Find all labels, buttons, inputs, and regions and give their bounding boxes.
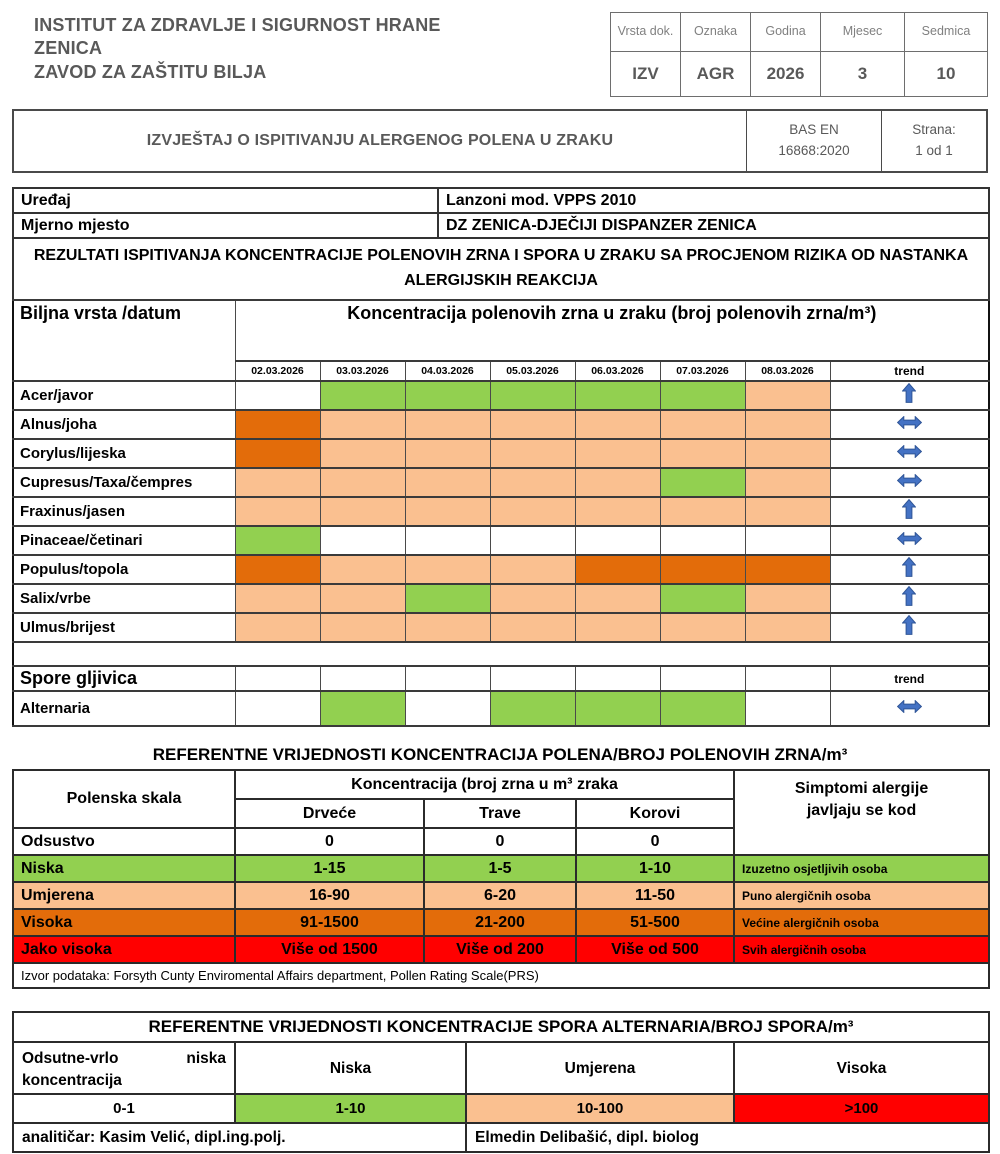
trend-cell xyxy=(830,497,989,526)
page-header xyxy=(12,10,988,97)
spore-section-label: Spore gljivica xyxy=(13,666,235,691)
doc-type-value-cell: AGR xyxy=(681,52,751,97)
pollen-level-cell-niska xyxy=(575,691,660,726)
species-name: Fraxinus/jasen xyxy=(13,497,235,526)
pollen-row xyxy=(13,584,989,613)
doc-type-table xyxy=(610,12,988,97)
reference-value-cell: Više od 1500 xyxy=(235,936,424,963)
species-name: Acer/javor xyxy=(13,381,235,410)
pollen-level-cell-umjerena xyxy=(745,497,830,526)
pollen-level-cell-umjerena xyxy=(745,613,830,642)
row-axis-label: Biljna vrsta /datum xyxy=(13,300,235,381)
institute-line-1: INSTITUT ZA ZDRAVLJE I SIGURNOST HRANE xyxy=(34,15,441,35)
grid-header-row xyxy=(13,300,989,361)
standard-line-1: BAS EN xyxy=(789,122,839,138)
pollen-level-cell-umjerena xyxy=(575,613,660,642)
device-row xyxy=(13,188,989,213)
results-title: REZULTATI ISPITIVANJA KONCENTRACIJE POLENOVIH ZRNA I SPORA U ZRAKU SA PROCJENOM RIZIKA OD NASTANKA ALERGIJSKIH REAKCIJA xyxy=(13,238,989,300)
species-name: Alternaria xyxy=(13,691,235,726)
pollen-level-cell-umjerena xyxy=(235,584,320,613)
pollen-level-cell-umjerena xyxy=(660,410,745,439)
pollen-level-cell-visoka xyxy=(660,555,745,584)
trend-up-icon xyxy=(902,499,916,519)
spore-row xyxy=(13,691,989,726)
reference-value-cell: 11-50 xyxy=(576,882,734,909)
grid-body xyxy=(13,300,989,726)
pollen-level-cell-none xyxy=(235,691,320,726)
data-source: Izvor podataka: Forsyth Cunty Enviromental Affairs department, Pollen Rating Scale(PRS) xyxy=(13,963,989,988)
pollen-level-cell-none xyxy=(745,691,830,726)
reference-value-cell: 0 xyxy=(576,828,734,855)
pollen-row xyxy=(13,381,989,410)
pollen-level-cell-umjerena xyxy=(490,497,575,526)
pollen-reference-row xyxy=(13,828,989,855)
trend-stable-icon xyxy=(897,416,922,429)
reference-value-cell: 51-500 xyxy=(576,909,734,936)
empty-cell xyxy=(745,666,830,691)
reference-value-cell: 21-200 xyxy=(424,909,576,936)
trend-cell xyxy=(830,381,989,410)
species-name: Pinaceae/četinari xyxy=(13,526,235,555)
date-header-cell: 02.03.2026 xyxy=(235,361,320,381)
pollen-level-cell-umjerena xyxy=(660,497,745,526)
analyst-2: Elmedin Delibašić, dipl. biolog xyxy=(466,1123,989,1152)
scale-level-label: Visoka xyxy=(13,909,235,936)
pollen-level-cell-umjerena xyxy=(405,410,490,439)
trend-cell xyxy=(830,526,989,555)
scale-level-label: Odsustvo xyxy=(13,828,235,855)
date-header-cell: 08.03.2026 xyxy=(745,361,830,381)
pollen-level-cell-niska xyxy=(320,691,405,726)
pollen-level-cell-umjerena xyxy=(490,555,575,584)
reference-value-cell: 0 xyxy=(235,828,424,855)
spore-reference-value-cell: 0-1 xyxy=(13,1094,235,1123)
pollen-level-cell-visoka xyxy=(575,555,660,584)
spacer-row xyxy=(13,642,989,666)
species-name: Salix/vrbe xyxy=(13,584,235,613)
pollen-level-cell-niska xyxy=(660,691,745,726)
ref-header-row-1 xyxy=(13,770,989,799)
pollen-level-cell-none xyxy=(405,691,490,726)
pollen-level-cell-niska xyxy=(235,526,320,555)
pollen-level-cell-umjerena xyxy=(745,439,830,468)
trend-cell xyxy=(830,468,989,497)
pollen-ref-body xyxy=(13,828,989,963)
trend-up-icon xyxy=(902,586,916,606)
site-label: Mjerno mjesto xyxy=(13,213,438,238)
info-table xyxy=(12,187,990,301)
pollen-level-cell-niska xyxy=(660,584,745,613)
reference-value-cell: 1-15 xyxy=(235,855,424,882)
symptoms-header xyxy=(734,770,989,828)
pollen-reference-row xyxy=(13,855,989,882)
trend-up-icon xyxy=(902,615,916,635)
pollen-level-cell-niska xyxy=(405,381,490,410)
symptoms-merged-cell xyxy=(734,828,989,855)
symptom-cell: Izuzetno osjetljivih osoba xyxy=(734,855,989,882)
trend-stable-icon xyxy=(897,700,922,713)
pollen-level-cell-umjerena xyxy=(320,497,405,526)
pollen-row xyxy=(13,555,989,584)
pollen-level-cell-umjerena xyxy=(320,613,405,642)
date-header-cell: 03.03.2026 xyxy=(320,361,405,381)
trend-cell xyxy=(830,613,989,642)
spore-section-row xyxy=(13,666,989,691)
device-value: Lanzoni mod. VPPS 2010 xyxy=(438,188,989,213)
pollen-level-cell-umjerena xyxy=(490,468,575,497)
scale-header: Polenska skala xyxy=(13,770,235,828)
pollen-level-cell-none xyxy=(235,381,320,410)
symptom-cell: Većine alergičnih osoba xyxy=(734,909,989,936)
analysts-row xyxy=(13,1123,989,1152)
trend-cell xyxy=(830,439,989,468)
group-header-weeds: Korovi xyxy=(576,799,734,828)
group-header-grasses: Trave xyxy=(424,799,576,828)
institute-line-3: ZAVOD ZA ZAŠTITU BILJA xyxy=(34,61,267,82)
pollen-level-cell-umjerena xyxy=(575,468,660,497)
pollen-level-cell-niska xyxy=(405,584,490,613)
doc-type-value-cell: IZV xyxy=(611,52,681,97)
page-label: Strana: xyxy=(912,122,956,138)
results-title-row xyxy=(13,238,989,300)
pollen-reference-row xyxy=(13,882,989,909)
empty-cell xyxy=(405,666,490,691)
reference-value-cell: 0 xyxy=(424,828,576,855)
pollen-level-cell-niska xyxy=(660,468,745,497)
pollen-level-cell-niska xyxy=(490,381,575,410)
spore-reference-value-cell: >100 xyxy=(734,1094,989,1123)
pollen-level-cell-umjerena xyxy=(575,410,660,439)
doc-type-header-cell: Mjesec xyxy=(821,13,905,52)
date-header-cell: 04.03.2026 xyxy=(405,361,490,381)
pollen-level-cell-umjerena xyxy=(490,584,575,613)
pollen-level-cell-umjerena xyxy=(320,584,405,613)
pollen-level-cell-niska xyxy=(575,381,660,410)
page-value: 1 od 1 xyxy=(915,143,953,158)
pollen-level-cell-umjerena xyxy=(490,439,575,468)
spore-reference-value-cell: 10-100 xyxy=(466,1094,734,1123)
reference-value-cell: 1-5 xyxy=(424,855,576,882)
trend-up-icon xyxy=(902,383,916,403)
pollen-row xyxy=(13,526,989,555)
empty-cell xyxy=(660,666,745,691)
doc-type-value-cell: 10 xyxy=(905,52,988,97)
symptoms-header-line-2: javljaju se kod xyxy=(806,801,917,819)
pollen-level-cell-umjerena xyxy=(405,468,490,497)
species-name: Ulmus/brijest xyxy=(13,613,235,642)
pollen-level-cell-umjerena xyxy=(660,439,745,468)
pollen-reference-row xyxy=(13,936,989,963)
species-name: Corylus/lijeska xyxy=(13,439,235,468)
pollen-level-cell-visoka xyxy=(745,555,830,584)
standard-reference xyxy=(746,111,881,171)
pollen-level-cell-none xyxy=(575,526,660,555)
pollen-level-cell-none xyxy=(660,526,745,555)
spore-reference-value-cell: 1-10 xyxy=(235,1094,466,1123)
species-name: Cupresus/Taxa/čempres xyxy=(13,468,235,497)
trend-stable-icon xyxy=(897,445,922,458)
pollen-level-cell-umjerena xyxy=(405,555,490,584)
pollen-level-cell-umjerena xyxy=(235,613,320,642)
date-header-cell: 05.03.2026 xyxy=(490,361,575,381)
spore-ref-body xyxy=(13,1094,989,1123)
pollen-level-cell-umjerena xyxy=(575,439,660,468)
pollen-row xyxy=(13,497,989,526)
page-indicator xyxy=(881,111,986,171)
empty-cell xyxy=(320,666,405,691)
pollen-reference-title: REFERENTNE VRIJEDNOSTI KONCENTRACIJA POLENA/BROJ POLENOVIH ZRNA/m³ xyxy=(152,745,848,764)
reference-value-cell: Više od 500 xyxy=(576,936,734,963)
pollen-level-cell-none xyxy=(745,526,830,555)
doc-type-value-cell: 3 xyxy=(821,52,905,97)
species-name: Alnus/joha xyxy=(13,410,235,439)
trend-up-icon xyxy=(902,557,916,577)
pollen-level-cell-none xyxy=(320,526,405,555)
pollen-reference-table xyxy=(12,769,990,989)
pollen-level-cell-niska xyxy=(490,691,575,726)
reference-value-cell: 1-10 xyxy=(576,855,734,882)
results-table xyxy=(12,299,990,727)
symptom-cell: Puno alergičnih osoba xyxy=(734,882,989,909)
empty-cell xyxy=(575,666,660,691)
spore-header-high: Visoka xyxy=(734,1042,989,1094)
pollen-row xyxy=(13,410,989,439)
scale-level-label: Umjerena xyxy=(13,882,235,909)
trend-stable-icon xyxy=(897,532,922,545)
concentration-header: Koncentracija polenovih zrna u zraku (broj polenovih zrna/m³) xyxy=(235,300,989,361)
spore-trend-header: trend xyxy=(830,666,989,691)
spore-reference-value-row xyxy=(13,1094,989,1123)
group-header-trees: Drveće xyxy=(235,799,424,828)
site-value: DZ ZENICA-DJEČIJI DISPANZER ZENICA xyxy=(438,213,989,238)
pollen-reference-row xyxy=(13,909,989,936)
pollen-level-cell-umjerena xyxy=(320,410,405,439)
pollen-level-cell-niska xyxy=(320,381,405,410)
trend-cell xyxy=(830,555,989,584)
pollen-level-cell-umjerena xyxy=(745,410,830,439)
pollen-level-cell-visoka xyxy=(235,410,320,439)
title-bar xyxy=(12,109,988,173)
pollen-level-cell-umjerena xyxy=(490,410,575,439)
pollen-level-cell-niska xyxy=(660,381,745,410)
trend-cell xyxy=(830,691,989,726)
reference-value-cell: 6-20 xyxy=(424,882,576,909)
pollen-level-cell-umjerena xyxy=(235,468,320,497)
reference-value-cell: Više od 200 xyxy=(424,936,576,963)
pollen-level-cell-umjerena xyxy=(575,584,660,613)
doc-type-header-cell: Vrsta dok. xyxy=(611,13,681,52)
pollen-row xyxy=(13,439,989,468)
pollen-level-cell-umjerena xyxy=(745,468,830,497)
date-header-cell: 06.03.2026 xyxy=(575,361,660,381)
doc-type-header-cell: Sedmica xyxy=(905,13,988,52)
pollen-level-cell-umjerena xyxy=(575,497,660,526)
pollen-level-cell-umjerena xyxy=(320,555,405,584)
symptoms-header-line-1: Simptomi alergije xyxy=(794,779,929,797)
analyst-1: analitičar: Kasim Velić, dipl.ing.polj. xyxy=(13,1123,466,1152)
spore-header-moderate: Umjerena xyxy=(466,1042,734,1094)
institute-line-2: ZENICA xyxy=(34,38,103,59)
pollen-level-cell-umjerena xyxy=(405,439,490,468)
ref-source-row xyxy=(13,963,989,988)
trend-stable-icon xyxy=(897,474,922,487)
pollen-level-cell-umjerena xyxy=(745,381,830,410)
pollen-level-cell-visoka xyxy=(235,439,320,468)
device-label: Uređaj xyxy=(13,188,438,213)
pollen-level-cell-none xyxy=(490,526,575,555)
spore-ref-title-row xyxy=(13,1012,989,1042)
pollen-level-cell-umjerena xyxy=(405,497,490,526)
pollen-row xyxy=(13,613,989,642)
reference-value-cell: 91-1500 xyxy=(235,909,424,936)
spacer-cell xyxy=(13,642,989,666)
spore-reference-title: REFERENTNE VRIJEDNOSTI KONCENTRACIJE SPORA ALTERNARIA/BROJ SPORA/m³ xyxy=(13,1012,989,1042)
spore-header-absent: Odsutne-vrlo niska koncentracija xyxy=(13,1042,235,1094)
doc-type-value-cell: 2026 xyxy=(751,52,821,97)
pollen-level-cell-umjerena xyxy=(320,439,405,468)
concentration-group-header: Koncentracija (broj zrna u m³ zraka xyxy=(235,770,734,799)
empty-cell xyxy=(490,666,575,691)
pollen-level-cell-visoka xyxy=(235,555,320,584)
pollen-level-cell-umjerena xyxy=(320,468,405,497)
standard-line-2: 16868:2020 xyxy=(778,143,850,158)
scale-level-label: Jako visoka xyxy=(13,936,235,963)
trend-cell xyxy=(830,584,989,613)
pollen-level-cell-umjerena xyxy=(235,497,320,526)
spore-reference-table xyxy=(12,1011,990,1153)
empty-cell xyxy=(235,666,320,691)
spore-header-low: Niska xyxy=(235,1042,466,1094)
pollen-level-cell-umjerena xyxy=(405,613,490,642)
doc-type-value-row xyxy=(611,52,988,97)
doc-type-header-cell: Godina xyxy=(751,13,821,52)
symptom-cell: Svih alergičnih osoba xyxy=(734,936,989,963)
institute-name xyxy=(12,10,594,84)
species-name: Populus/topola xyxy=(13,555,235,584)
trend-cell xyxy=(830,410,989,439)
spore-ref-header-row xyxy=(13,1042,989,1094)
trend-header: trend xyxy=(830,361,989,381)
pollen-level-cell-none xyxy=(405,526,490,555)
scale-level-label: Niska xyxy=(13,855,235,882)
doc-type-header-row xyxy=(611,13,988,52)
report-title: IZVJEŠTAJ O ISPITIVANJU ALERGENOG POLENA U ZRAKU xyxy=(146,132,614,149)
site-row xyxy=(13,213,989,238)
reference-value-cell: 16-90 xyxy=(235,882,424,909)
date-header-cell: 07.03.2026 xyxy=(660,361,745,381)
pollen-level-cell-umjerena xyxy=(660,613,745,642)
pollen-level-cell-umjerena xyxy=(745,584,830,613)
pollen-row xyxy=(13,468,989,497)
pollen-level-cell-umjerena xyxy=(490,613,575,642)
doc-type-header-cell: Oznaka xyxy=(681,13,751,52)
